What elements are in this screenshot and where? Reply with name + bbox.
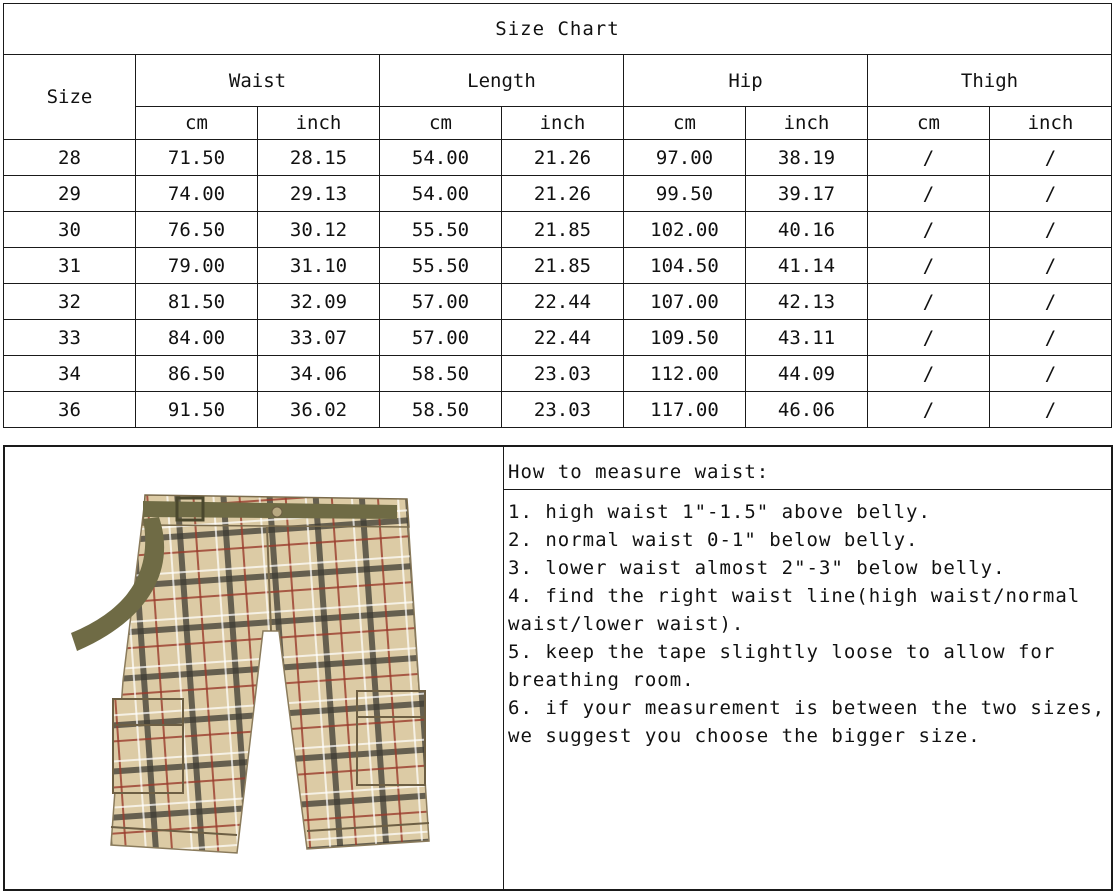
table-cell: /	[868, 284, 990, 320]
table-cell: 107.00	[624, 284, 746, 320]
table-cell: 21.26	[502, 140, 624, 176]
table-cell: /	[990, 320, 1112, 356]
table-cell: 33.07	[258, 320, 380, 356]
table-cell: 21.85	[502, 248, 624, 284]
table-cell: 32.09	[258, 284, 380, 320]
length-header: Length	[380, 55, 624, 107]
table-cell: 29.13	[258, 176, 380, 212]
size-cell: 33	[4, 320, 136, 356]
unit-header: inch	[746, 107, 868, 140]
table-cell: 44.09	[746, 356, 868, 392]
table-cell: 36.02	[258, 392, 380, 428]
table-cell: 23.03	[502, 392, 624, 428]
table-cell: 55.50	[380, 248, 502, 284]
waist-header: Waist	[136, 55, 380, 107]
unit-header: cm	[624, 107, 746, 140]
measure-panel	[3, 445, 1113, 891]
table-cell: 109.50	[624, 320, 746, 356]
unit-header: cm	[868, 107, 990, 140]
unit-header: inch	[990, 107, 1112, 140]
table-cell: 117.00	[624, 392, 746, 428]
table-row	[4, 284, 1112, 320]
plaid-cargo-shorts-image	[67, 481, 437, 861]
table-row	[4, 176, 1112, 212]
table-cell: 76.50	[136, 212, 258, 248]
table-cell: 21.85	[502, 212, 624, 248]
table-cell: 23.03	[502, 356, 624, 392]
table-cell: 22.44	[502, 320, 624, 356]
table-cell: 31.10	[258, 248, 380, 284]
table-row	[4, 212, 1112, 248]
table-cell: /	[868, 320, 990, 356]
guide-title: How to measure waist:	[504, 447, 1111, 490]
table-cell: /	[868, 212, 990, 248]
table-cell: 74.00	[136, 176, 258, 212]
size-cell: 34	[4, 356, 136, 392]
thigh-header: Thigh	[868, 55, 1112, 107]
table-cell: /	[868, 248, 990, 284]
table-cell: /	[868, 392, 990, 428]
table-cell: /	[868, 356, 990, 392]
table-cell: /	[990, 356, 1112, 392]
table-row	[4, 248, 1112, 284]
table-cell: 112.00	[624, 356, 746, 392]
guide-body	[504, 490, 1111, 750]
table-cell: 91.50	[136, 392, 258, 428]
table-cell: 41.14	[746, 248, 868, 284]
table-cell: /	[868, 176, 990, 212]
table-cell: 34.06	[258, 356, 380, 392]
table-cell: 38.19	[746, 140, 868, 176]
table-cell: 58.50	[380, 392, 502, 428]
guide-line: 5. keep the tape slightly loose to allow for breathing room.	[508, 641, 1056, 691]
table-cell: 79.00	[136, 248, 258, 284]
size-chart-table	[3, 3, 1112, 428]
table-cell: 81.50	[136, 284, 258, 320]
size-cell: 28	[4, 140, 136, 176]
guide-line: 1. high waist 1"-1.5" above belly.	[508, 501, 931, 523]
table-row	[4, 392, 1112, 428]
table-cell: 57.00	[380, 284, 502, 320]
table-cell: 84.00	[136, 320, 258, 356]
size-cell: 32	[4, 284, 136, 320]
table-cell: 54.00	[380, 176, 502, 212]
table-cell: 40.16	[746, 212, 868, 248]
size-column-header: Size	[4, 55, 136, 140]
measure-guide-cell	[504, 447, 1111, 889]
unit-header: inch	[258, 107, 380, 140]
table-cell: 42.13	[746, 284, 868, 320]
table-cell: 55.50	[380, 212, 502, 248]
table-cell: /	[990, 392, 1112, 428]
table-cell: 102.00	[624, 212, 746, 248]
table-cell: /	[990, 176, 1112, 212]
table-cell: 104.50	[624, 248, 746, 284]
table-cell: 71.50	[136, 140, 258, 176]
table-cell: 43.11	[746, 320, 868, 356]
table-cell: 39.17	[746, 176, 868, 212]
table-cell: /	[990, 140, 1112, 176]
unit-header: cm	[136, 107, 258, 140]
table-cell: /	[990, 284, 1112, 320]
table-row	[4, 140, 1112, 176]
table-cell: 58.50	[380, 356, 502, 392]
size-cell: 36	[4, 392, 136, 428]
table-cell: 97.00	[624, 140, 746, 176]
table-cell: 22.44	[502, 284, 624, 320]
size-cell: 29	[4, 176, 136, 212]
unit-header: cm	[380, 107, 502, 140]
table-cell: 28.15	[258, 140, 380, 176]
hip-header: Hip	[624, 55, 868, 107]
table-cell: 21.26	[502, 176, 624, 212]
table-cell: /	[990, 248, 1112, 284]
chart-title: Size Chart	[4, 4, 1112, 55]
table-cell: 54.00	[380, 140, 502, 176]
guide-line: 6. if your measurement is between the two sizes, we suggest you choose the bigger size.	[508, 697, 1106, 747]
product-image-cell	[5, 447, 504, 889]
table-cell: /	[868, 140, 990, 176]
guide-line: 3. lower waist almost 2"-3" below belly.	[508, 557, 1006, 579]
table-cell: /	[990, 212, 1112, 248]
guide-line: 4. find the right waist line(high waist/normal waist/lower waist).	[508, 585, 1081, 635]
table-cell: 46.06	[746, 392, 868, 428]
size-cell: 30	[4, 212, 136, 248]
table-cell: 57.00	[380, 320, 502, 356]
unit-header: inch	[502, 107, 624, 140]
table-row	[4, 356, 1112, 392]
size-cell: 31	[4, 248, 136, 284]
table-cell: 30.12	[258, 212, 380, 248]
table-cell: 86.50	[136, 356, 258, 392]
guide-line: 2. normal waist 0-1" below belly.	[508, 529, 919, 551]
table-row	[4, 320, 1112, 356]
table-cell: 99.50	[624, 176, 746, 212]
